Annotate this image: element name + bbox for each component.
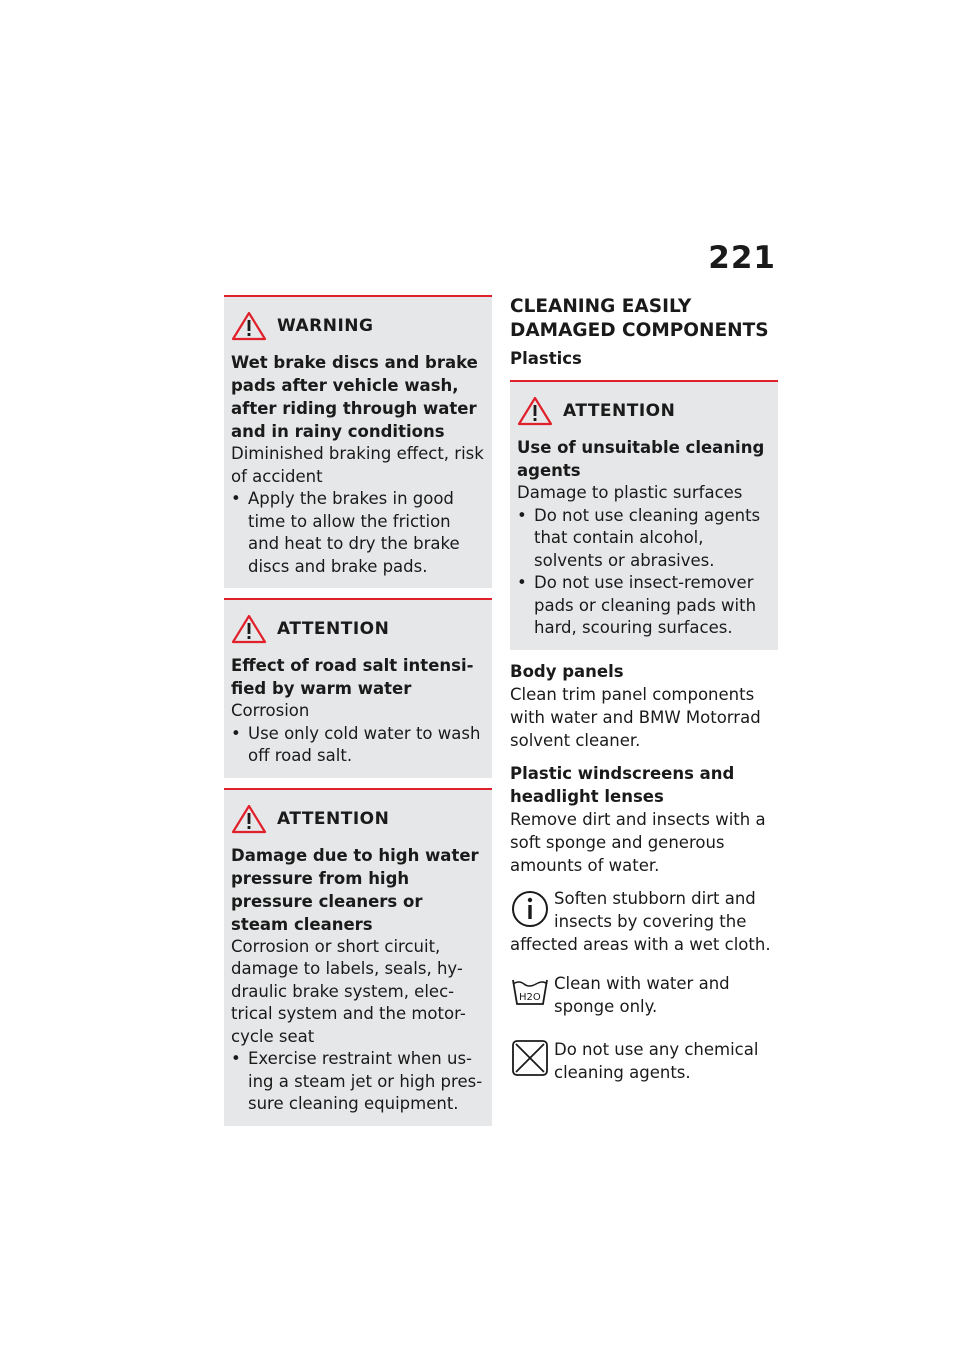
note-bullet: • Do not use cleaning agents that contain alcohol, solvents or abrasives. xyxy=(517,505,770,573)
water-tip-text: Clean with water and sponge only. xyxy=(554,973,730,1016)
attention-note-cleaning-agents xyxy=(510,380,778,650)
water-basin-icon xyxy=(510,972,550,1012)
body-panels-heading: Body panels xyxy=(510,661,624,681)
note-body: Corrosion or short circuit, damage to labels, seals, hy-draulic brake system, elec-trical system and the motor-cycle seat xyxy=(231,936,466,1046)
water-icon-label: H2O xyxy=(519,991,541,1003)
note-header xyxy=(517,396,770,426)
subsection-title: Plastics xyxy=(510,349,582,368)
warning-triangle-icon xyxy=(231,311,267,341)
info-icon xyxy=(510,889,550,929)
info-tip-text: Soften stubborn dirt and insects by covering the affected areas with a wet cloth. xyxy=(510,888,771,954)
warning-note-wet-brakes xyxy=(224,295,492,588)
right-column xyxy=(510,295,778,1084)
warning-triangle-icon xyxy=(517,396,553,426)
water-tip xyxy=(510,972,778,1018)
windscreens-block xyxy=(510,762,778,877)
note-bullet: • Apply the brakes in good time to allow the friction and heat to dry the brake discs and brake pads. xyxy=(231,488,484,578)
windscreens-heading: Plastic windscreens and headlight lenses xyxy=(510,763,735,806)
info-tip xyxy=(510,887,778,956)
windscreens-text: Remove dirt and insects with a soft sponge and generous amounts of water. xyxy=(510,809,766,875)
left-column xyxy=(224,295,492,1136)
note-label: ATTENTION xyxy=(563,401,676,421)
note-title: Use of unsuitable cleaning agents xyxy=(517,438,765,480)
body-panels-text: Clean trim panel components with water and BMW Motorrad solvent cleaner. xyxy=(510,684,761,750)
attention-note-high-pressure xyxy=(224,788,492,1126)
note-bullet: • Exercise restraint when us-ing a steam jet or high pres-sure cleaning equipment. xyxy=(231,1048,484,1116)
warning-triangle-icon xyxy=(231,614,267,644)
note-label: ATTENTION xyxy=(277,808,390,829)
no-chemicals-icon xyxy=(510,1038,550,1078)
note-bullet: • Do not use insect-remover pads or cleaning pads with hard, scouring surfaces. xyxy=(517,572,770,640)
note-body: Corrosion xyxy=(231,701,310,720)
section-title: CLEANING EASILY DAMAGED COMPONENTS xyxy=(510,296,769,341)
note-body: Diminished braking effect, risk of accident xyxy=(231,444,484,486)
note-header xyxy=(231,804,484,834)
note-header xyxy=(231,614,484,644)
note-label: WARNING xyxy=(277,316,374,336)
note-bullet: • Use only cold water to wash off road salt. xyxy=(231,723,484,768)
warning-triangle-icon xyxy=(231,804,267,834)
chemical-tip xyxy=(510,1038,778,1084)
chemical-tip-text: Do not use any chemical cleaning agents. xyxy=(554,1039,759,1082)
page-number: 221 xyxy=(708,240,776,276)
note-header xyxy=(231,311,484,341)
body-panels-block xyxy=(510,660,778,752)
note-label: ATTENTION xyxy=(277,619,390,639)
note-title: Wet brake discs and brake pads after vehicle wash, after riding through water and in rainy conditions xyxy=(231,353,478,441)
note-title: Effect of road salt intensi-fied by warm water xyxy=(231,656,474,698)
attention-note-road-salt xyxy=(224,598,492,778)
note-title: Damage due to high water pressure from high pressure cleaners or steam cleaners xyxy=(231,845,479,934)
note-body: Damage to plastic surfaces xyxy=(517,483,743,502)
